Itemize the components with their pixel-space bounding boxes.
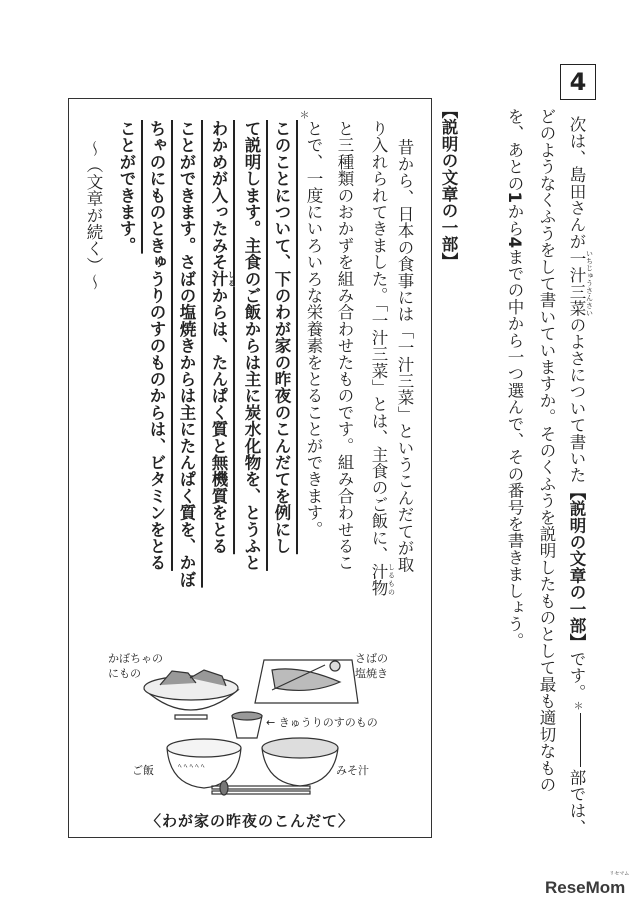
passage-col-10: ことができます。 [117, 120, 136, 254]
text: からは、たんぱく質と無機質をとる [209, 287, 228, 555]
label-pumpkin [108, 651, 163, 681]
label-line: かぼちゃの [108, 652, 163, 665]
passage-col-6: て説明します。主食のご飯からは主に炭水化物を、とうふと [242, 120, 261, 571]
label-cucumber: ← きゅうりのすのもの [266, 716, 378, 729]
illustration-caption: 〈わが家の昨夜のこんだて〉 [145, 812, 354, 830]
label-line: 塩焼き [355, 667, 388, 680]
label-rice: ご飯 [132, 764, 154, 777]
text: のよさについて書いた [567, 316, 586, 484]
ruby-text: いちじゅうさんさい [585, 249, 594, 317]
continues-note: 〜（文章が続く）〜 [84, 140, 103, 291]
text: までの中から一つ選んで、その番号を書きましょう。 [505, 248, 524, 650]
label-line: さばの [355, 652, 388, 665]
passage-col-3: と三種類のおかずを組み合わせたものです。組み合わせるこ [335, 120, 354, 571]
text: り入れられてきました。「一汁三菜」とは、主食のご飯に、 [369, 120, 388, 563]
question-number: 4 [560, 64, 596, 100]
asterisk: ＊ [571, 700, 582, 711]
passage-col-1: 昔から、日本の食事には「一汁三菜」というこんだてが取 [395, 122, 414, 573]
ruby-base: 汁物 [369, 562, 388, 597]
text: 部では、 [567, 768, 586, 836]
svg-text:ﾍ ﾍ ﾍ ﾍ ﾍ: ﾍ ﾍ ﾍ ﾍ ﾍ [178, 762, 205, 770]
text: から [505, 203, 524, 237]
asterisk: ＊ [297, 110, 308, 121]
label-miso: みそ汁 [336, 764, 369, 777]
ruby-base: 汁 [209, 270, 228, 288]
passage-col-4: とで、一度にいろいろな栄養素をとることができます。 [304, 120, 323, 538]
logo-text: ReseMom [545, 878, 626, 897]
choice-end: 4 [505, 236, 524, 249]
watermark-logo [545, 871, 630, 898]
ruby-text: しるもの [387, 562, 396, 597]
passage-col-9: ちゃのにものときゅうりのすのものからは、ビタミンをとる [147, 120, 166, 571]
text: です。 [567, 650, 586, 701]
reference-label: 【説明の文章の一部】 [567, 483, 586, 651]
chopsticks [212, 781, 310, 795]
ruby-text: しる [227, 270, 236, 287]
text: わかめが入ったみそ [209, 120, 228, 271]
choice-start: 1 [505, 191, 524, 204]
mackerel-plate [255, 660, 358, 703]
passage-col-8: ことができます。さばの塩焼きからは主にたんぱく質を、かぼ [177, 120, 196, 588]
miso-soup-bowl [262, 738, 338, 786]
rice-bowl [167, 739, 241, 788]
label-line: にもの [108, 667, 141, 680]
text: 次は、島田さんが [567, 116, 586, 250]
cucumber-dish [232, 712, 262, 738]
logo-subtext: リセマム [609, 871, 630, 877]
ruby-base: 一汁三菜 [567, 249, 586, 317]
passage-heading: 【説明の文章の一部】 [439, 102, 458, 269]
question-line-2: どのようなくふうをして書いていますか。そのくふうを説明したものとして最も適切なもの [537, 108, 556, 793]
passage-col-5: このことについて、下のわが家の昨夜のこんだてを例にし [272, 120, 291, 555]
label-mackerel [355, 651, 388, 681]
text: を、あとの [505, 108, 524, 192]
